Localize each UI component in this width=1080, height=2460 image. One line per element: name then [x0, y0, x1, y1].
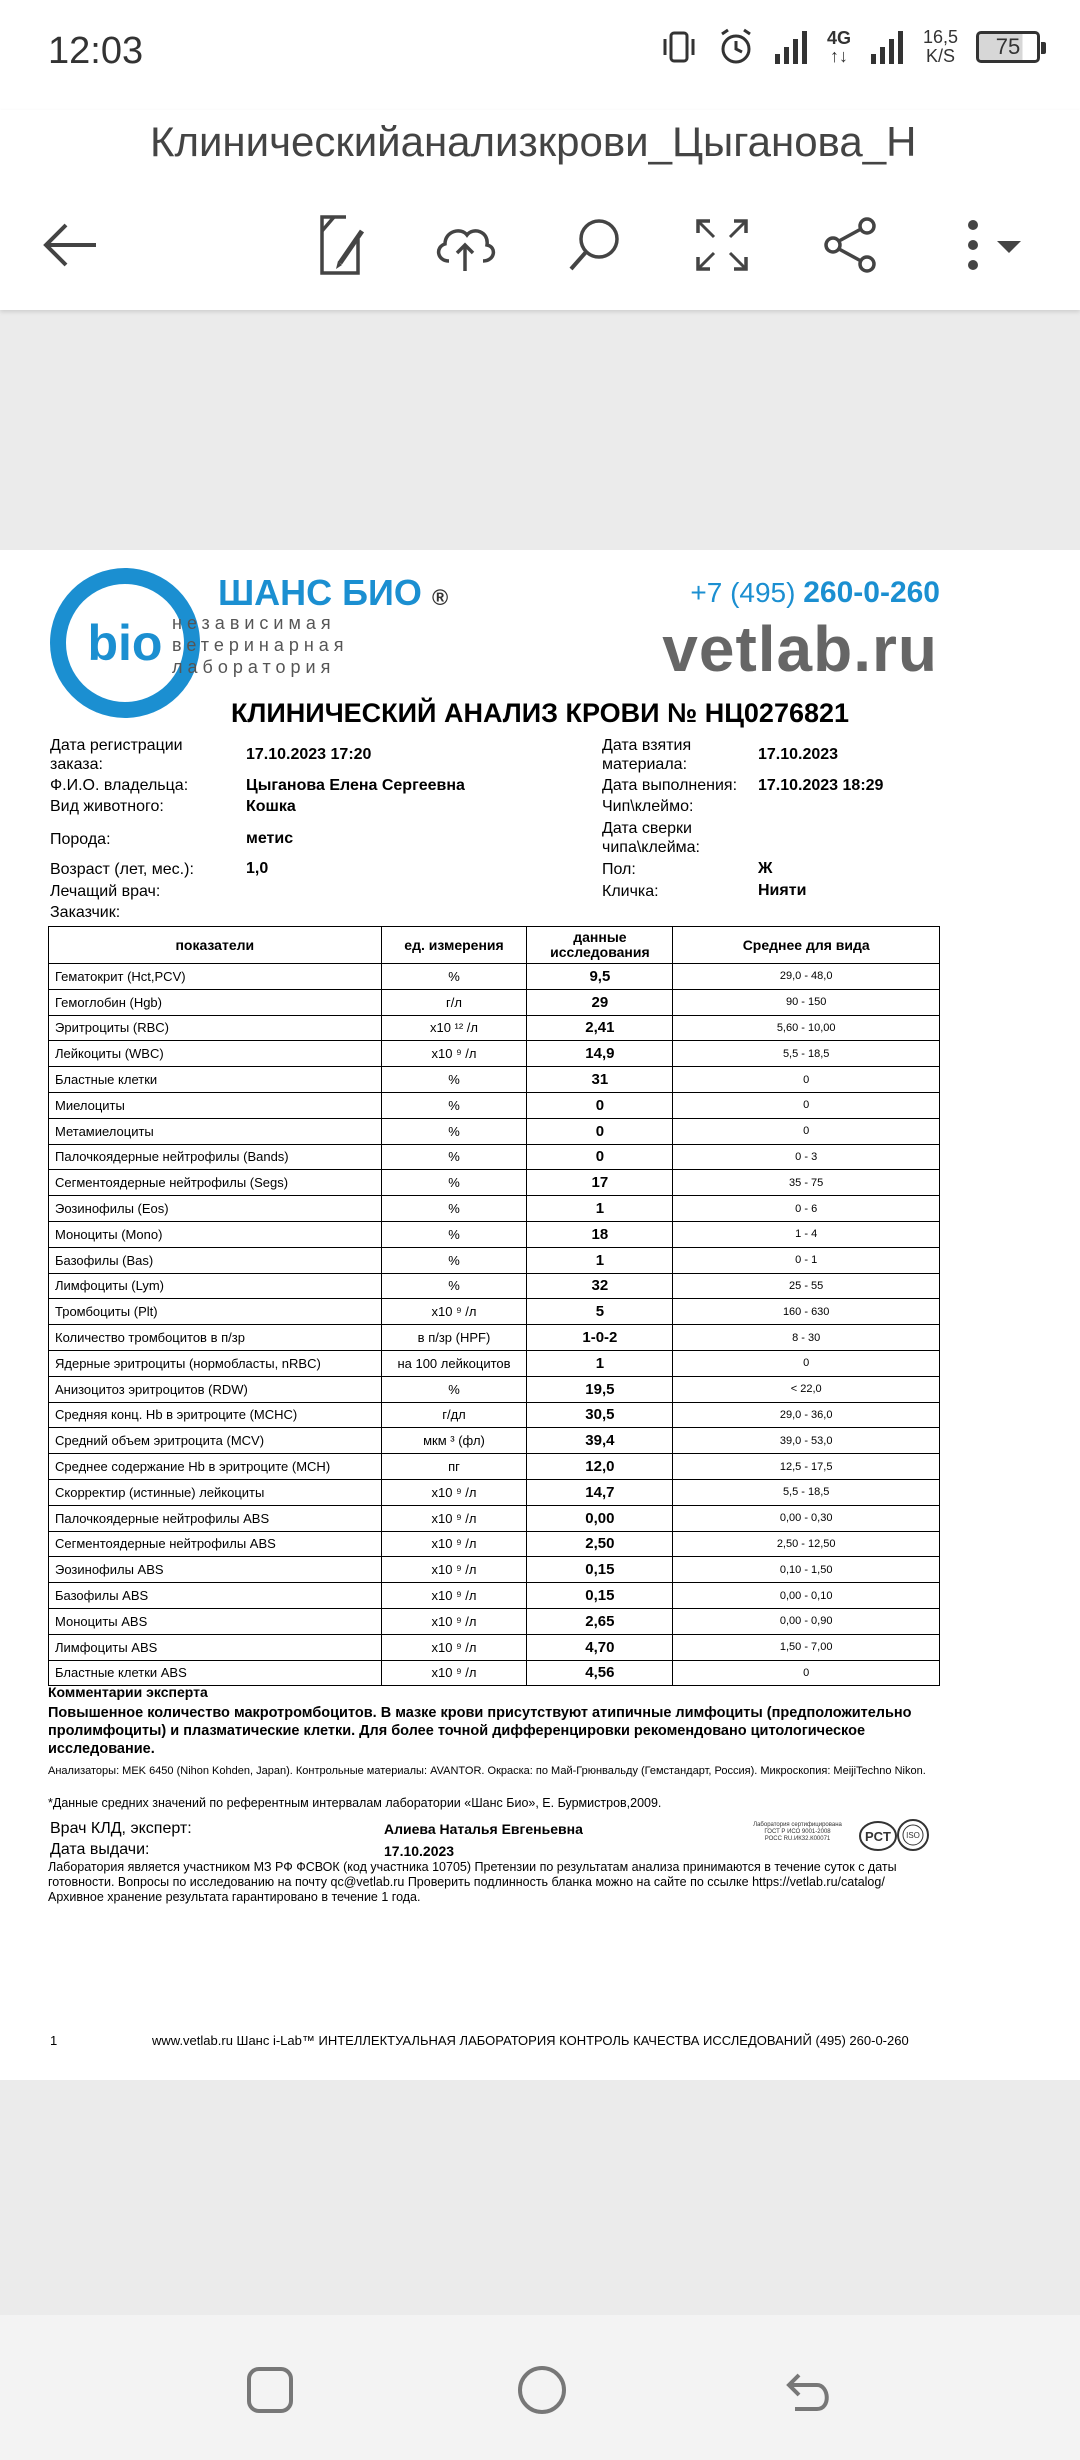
unit-cell: %	[381, 1170, 527, 1196]
reference-range: 1 - 4	[673, 1221, 940, 1247]
table-header-row	[49, 927, 940, 964]
cloud-upload-icon	[431, 217, 499, 273]
indicator-name: Лимфоциты ABS	[49, 1634, 382, 1660]
done-date-value: 17.10.2023 18:29	[758, 777, 884, 794]
age-value: 1,0	[246, 860, 269, 877]
result-value: 4,70	[527, 1634, 673, 1660]
indicator-name: Анизоцитоз эритроцитов (RDW)	[49, 1376, 382, 1402]
result-value: 18	[527, 1221, 673, 1247]
edit-button[interactable]	[300, 205, 380, 285]
nickname-label: Кличка:	[602, 883, 659, 900]
result-value: 12,0	[527, 1454, 673, 1480]
table-row	[49, 1608, 940, 1634]
done-date-label: Дата выполнения:	[602, 777, 738, 794]
sample-date-label: Дата взятия материала:	[602, 737, 692, 773]
age-label: Возраст (лет, мес.):	[50, 861, 194, 878]
breed-value: метис	[246, 830, 294, 847]
home-icon[interactable]	[515, 2363, 569, 2417]
unit-cell: x10 ⁹ /л	[381, 1557, 527, 1583]
analyzers-text: Анализаторы: MEK 6450 (Nihon Kohden, Japan). Контрольные материалы: AVANTOR. Окраска: по Май-Грюнвальду (Гемстандарт, Россия). Микроскопия: MeijiTechno Nikon.	[48, 1765, 926, 1777]
document-title: Клиническийанализкрови_Цыганова_Н	[150, 118, 917, 165]
table-row	[49, 1041, 940, 1067]
species-value: Кошка	[246, 798, 296, 815]
reference-range: 1,50 - 7,00	[673, 1634, 940, 1660]
unit-cell: x10 ⁹ /л	[381, 1608, 527, 1634]
indicator-name: Гематокрит (Hct,PCV)	[49, 964, 382, 990]
table-row	[49, 1144, 940, 1170]
reference-range: 0 - 6	[673, 1196, 940, 1222]
search-icon	[565, 215, 625, 275]
indicator-name: Средняя конц. Hb в эритроците (MCHC)	[49, 1402, 382, 1428]
table-row	[49, 1634, 940, 1660]
comments-text: Повышенное количество макротромбоцитов. В мазке крови присутствуют атипичные лимфоциты (предположительно пролимфоциты) и плазматические клетки. Для более точной дифференцировки рекомендовано цитологическое исследование.	[48, 1705, 912, 1757]
indicator-name: Миелоциты	[49, 1092, 382, 1118]
result-value: 31	[527, 1067, 673, 1093]
table-row	[49, 1118, 940, 1144]
status-clock: 12:03	[48, 30, 144, 72]
reference-range: 29,0 - 36,0	[673, 1402, 940, 1428]
app-toolbar	[0, 110, 1080, 310]
table-row	[49, 1196, 940, 1222]
header-reference: Среднее для вида	[673, 927, 940, 964]
reference-range: 25 - 55	[673, 1273, 940, 1299]
sex-label: Пол:	[602, 861, 636, 878]
reference-range: 0	[673, 1350, 940, 1376]
status-icons	[659, 28, 1040, 66]
reference-range: 0 - 1	[673, 1247, 940, 1273]
result-value: 0,15	[527, 1583, 673, 1609]
unit-cell: x10 ⁹ /л	[381, 1531, 527, 1557]
unit-cell: г/л	[381, 989, 527, 1015]
indicator-name: Эритроциты (RBC)	[49, 1015, 382, 1041]
result-value: 1	[527, 1350, 673, 1376]
issue-label: Дата выдачи:	[50, 1841, 150, 1858]
indicator-name: Палочкоядерные нейтрофилы ABS	[49, 1505, 382, 1531]
result-value: 9,5	[527, 964, 673, 990]
indicator-name: Палочкоядерные нейтрофилы (Bands)	[49, 1144, 382, 1170]
table-row	[49, 1325, 940, 1351]
result-value: 32	[527, 1273, 673, 1299]
network-type: 4G ↑↓	[826, 28, 851, 66]
indicator-name: Средний объем эритроцита (MCV)	[49, 1428, 382, 1454]
unit-cell: %	[381, 1376, 527, 1402]
unit-cell: %	[381, 1273, 527, 1299]
vibrate-icon	[659, 29, 699, 65]
reference-range: 0 - 3	[673, 1144, 940, 1170]
result-value: 0	[527, 1118, 673, 1144]
indicator-name: Лейкоциты (WBC)	[49, 1041, 382, 1067]
results-table	[48, 926, 940, 1686]
table-row	[49, 1660, 940, 1686]
reference-range: 5,60 - 10,00	[673, 1015, 940, 1041]
indicator-name: Лимфоциты (Lym)	[49, 1273, 382, 1299]
back-arrow-icon	[40, 220, 100, 270]
brand-name: ШАНС БИО ®	[218, 572, 449, 613]
result-value: 5	[527, 1299, 673, 1325]
unit-cell: x10 ⁹ /л	[381, 1041, 527, 1067]
sample-date-value: 17.10.2023	[758, 746, 839, 763]
table-row	[49, 1092, 940, 1118]
result-value: 0,00	[527, 1505, 673, 1531]
certification-text: Лаборатория сертифицирована ГОСТ Р ИСО 9001-2008 РОСС RU.ИК32.К00071	[753, 1822, 842, 1842]
reference-range: 90 - 150	[673, 989, 940, 1015]
table-row	[49, 1273, 940, 1299]
reg-date-value: 17.10.2023 17:20	[246, 746, 372, 763]
indicator-name: Моноциты ABS	[49, 1608, 382, 1634]
unit-cell: %	[381, 1092, 527, 1118]
reference-range: 0	[673, 1660, 940, 1686]
result-value: 30,5	[527, 1402, 673, 1428]
unit-cell: %	[381, 1247, 527, 1273]
page-footer-text: www.vetlab.ru Шанс i-Lab™ ИНТЕЛЛЕКТУАЛЬНАЯ ЛАБОРАТОРИЯ КОНТРОЛЬ КАЧЕСТВА ИССЛЕДОВАНИЙ (495) 260-0-260	[152, 2033, 909, 2048]
signal-icon-2	[869, 30, 905, 64]
reference-range: 12,5 - 17,5	[673, 1454, 940, 1480]
brand-phone: +7 (495) 260-0-260	[690, 576, 940, 609]
table-row	[49, 1015, 940, 1041]
logo-text: bio	[66, 584, 184, 702]
unit-cell: x10 ⁹ /л	[381, 1479, 527, 1505]
unit-cell: %	[381, 1221, 527, 1247]
recent-apps-icon[interactable]	[245, 2365, 295, 2415]
table-row	[49, 964, 940, 990]
table-row	[49, 1583, 940, 1609]
reference-range: 8 - 30	[673, 1325, 940, 1351]
table-row	[49, 1067, 940, 1093]
unit-cell: %	[381, 1144, 527, 1170]
result-value: 0	[527, 1092, 673, 1118]
reference-range: 0	[673, 1118, 940, 1144]
reference-range: 0	[673, 1067, 940, 1093]
search-button[interactable]	[555, 205, 635, 285]
reference-range: 160 - 630	[673, 1299, 940, 1325]
brand-subtitle: независимая ветеринарная лаборатория	[172, 613, 349, 677]
reference-range: 39,0 - 53,0	[673, 1428, 940, 1454]
table-row	[49, 1376, 940, 1402]
result-value: 1-0-2	[527, 1325, 673, 1351]
species-label: Вид животного:	[50, 798, 164, 815]
unit-cell: x10 ⁹ /л	[381, 1660, 527, 1686]
disclaimer-text: Лаборатория является участником МЗ РФ ФСВОК (код участника 10705) Претензии по результатам анализа принимаются в течение суток с даты готовности. Вопросы по исследованию на почту qc@vetlab.ru Проверить подлинность бланка можно на сайте по ссылке https://vetlab.ru/catalog/ Архивное хранение результата гарантировано в течение 1 года.	[48, 1860, 897, 1904]
issue-value: 17.10.2023	[384, 1843, 455, 1859]
unit-cell: пг	[381, 1454, 527, 1480]
edit-document-icon	[310, 213, 370, 277]
indicator-name: Скорректир (истинные) лейкоциты	[49, 1479, 382, 1505]
result-value: 2,41	[527, 1015, 673, 1041]
header-value: данные исследования	[527, 927, 673, 964]
indicator-name: Моноциты (Mono)	[49, 1221, 382, 1247]
reference-range: 0,00 - 0,90	[673, 1608, 940, 1634]
network-speed: 16,5 K/S	[922, 27, 958, 66]
table-row	[49, 1299, 940, 1325]
system-navigation-bar	[0, 2315, 1080, 2460]
expert-value: Алиева Наталья Евгеньевна	[384, 1821, 583, 1837]
header-unit: ед. измерения	[381, 927, 527, 964]
result-value: 29	[527, 989, 673, 1015]
indicator-name: Количество тромбоцитов в п/зр	[49, 1325, 382, 1351]
share-icon	[821, 216, 879, 274]
indicator-name: Базофилы ABS	[49, 1583, 382, 1609]
signal-icon	[773, 30, 809, 64]
result-value: 2,65	[527, 1608, 673, 1634]
reference-range: 29,0 - 48,0	[673, 964, 940, 990]
unit-cell: %	[381, 1118, 527, 1144]
more-options-button[interactable]	[945, 205, 1045, 285]
customer-label: Заказчик:	[50, 904, 121, 921]
result-value: 17	[527, 1170, 673, 1196]
result-value: 1	[527, 1247, 673, 1273]
indicator-name: Эозинофилы ABS	[49, 1557, 382, 1583]
reference-range: 5,5 - 18,5	[673, 1041, 940, 1067]
indicator-name: Базофилы (Bas)	[49, 1247, 382, 1273]
report-title: КЛИНИЧЕСКИЙ АНАЛИЗ КРОВИ № НЦ0276821	[230, 698, 850, 728]
back-nav-icon[interactable]	[785, 2365, 835, 2415]
table-row	[49, 1557, 940, 1583]
reference-range: 5,5 - 18,5	[673, 1479, 940, 1505]
chip-label: Чип\клеймо:	[602, 798, 694, 815]
result-value: 14,7	[527, 1479, 673, 1505]
table-row	[49, 1170, 940, 1196]
result-value: 19,5	[527, 1376, 673, 1402]
reference-range: 0,10 - 1,50	[673, 1557, 940, 1583]
table-row	[49, 1454, 940, 1480]
fullscreen-icon	[694, 217, 750, 273]
indicator-name: Ядерные эритроциты (нормобласты, nRBC)	[49, 1350, 382, 1376]
table-row	[49, 1505, 940, 1531]
back-button[interactable]	[30, 205, 110, 285]
doctor-label: Лечащий врач:	[50, 883, 161, 900]
indicator-name: Бластные клетки	[49, 1067, 382, 1093]
unit-cell: г/дл	[381, 1402, 527, 1428]
unit-cell: мкм ³ (фл)	[381, 1428, 527, 1454]
unit-cell: x10 ¹² /л	[381, 1015, 527, 1041]
unit-cell: в п/зр (HPF)	[381, 1325, 527, 1351]
table-row	[49, 1247, 940, 1273]
indicator-name: Сегментоядерные нейтрофилы (Segs)	[49, 1170, 382, 1196]
reference-range: 2,50 - 12,50	[673, 1531, 940, 1557]
indicator-name: Эозинофилы (Eos)	[49, 1196, 382, 1222]
cloud-upload-button[interactable]	[425, 205, 505, 285]
certification-logo-icon	[858, 1820, 898, 1852]
indicator-name: Метамиелоциты	[49, 1118, 382, 1144]
share-button[interactable]	[810, 205, 890, 285]
result-value: 1	[527, 1196, 673, 1222]
result-value: 4,56	[527, 1660, 673, 1686]
fullscreen-button[interactable]	[682, 205, 762, 285]
svg-text:ISO: ISO	[906, 1831, 920, 1840]
expert-label: Врач КЛД, эксперт:	[50, 1820, 192, 1837]
svg-text:PCT: PCT	[865, 1829, 891, 1844]
reference-range: 0	[673, 1092, 940, 1118]
result-value: 2,50	[527, 1531, 673, 1557]
reference-range: 0,00 - 0,30	[673, 1505, 940, 1531]
table-row	[49, 989, 940, 1015]
header-indicator: показатели	[49, 927, 382, 964]
page-number: 1	[50, 2033, 58, 2048]
table-row	[49, 1221, 940, 1247]
table-row	[49, 1402, 940, 1428]
unit-cell: x10 ⁹ /л	[381, 1634, 527, 1660]
unit-cell: на 100 лейкоцитов	[381, 1350, 527, 1376]
unit-cell: x10 ⁹ /л	[381, 1299, 527, 1325]
result-value: 14,9	[527, 1041, 673, 1067]
comments-heading: Комментарии эксперта	[48, 1684, 208, 1700]
unit-cell: %	[381, 1067, 527, 1093]
more-vert-icon	[955, 215, 1035, 275]
table-row	[49, 1350, 940, 1376]
unit-cell: %	[381, 964, 527, 990]
result-value: 0,15	[527, 1557, 673, 1583]
certification-seal-icon	[896, 1818, 930, 1852]
status-bar	[0, 0, 1080, 110]
reference-note: *Данные средних значений по референтным интервалам лаборатории «Шанс Био», Е. Бурмистров,2009.	[48, 1796, 662, 1810]
table-row	[49, 1531, 940, 1557]
table-row	[49, 1479, 940, 1505]
nickname-value: Нияти	[758, 882, 807, 899]
brand-website: vetlab.ru	[662, 613, 938, 685]
reference-range: 0,00 - 0,10	[673, 1583, 940, 1609]
result-value: 39,4	[527, 1428, 673, 1454]
indicator-name: Бластные клетки ABS	[49, 1660, 382, 1686]
reg-date-label: Дата регистрации заказа:	[50, 737, 183, 773]
reference-range: < 22,0	[673, 1376, 940, 1402]
unit-cell: x10 ⁹ /л	[381, 1583, 527, 1609]
chip-check-label: Дата сверки чипа\клейма:	[602, 820, 700, 856]
owner-label: Ф.И.О. владельца:	[50, 777, 189, 794]
unit-cell: %	[381, 1196, 527, 1222]
sex-value: Ж	[758, 860, 773, 877]
result-value: 0	[527, 1144, 673, 1170]
unit-cell: x10 ⁹ /л	[381, 1505, 527, 1531]
indicator-name: Тромбоциты (Plt)	[49, 1299, 382, 1325]
table-row	[49, 1428, 940, 1454]
alarm-icon	[717, 28, 755, 66]
reference-range: 35 - 75	[673, 1170, 940, 1196]
battery-icon: 75	[976, 31, 1040, 63]
breed-label: Порода:	[50, 831, 111, 848]
owner-value: Цыганова Елена Сергеевна	[246, 777, 465, 794]
indicator-name: Гемоглобин (Hgb)	[49, 989, 382, 1015]
indicator-name: Среднее содержание Hb в эритроците (MCH)	[49, 1454, 382, 1480]
indicator-name: Сегментоядерные нейтрофилы ABS	[49, 1531, 382, 1557]
